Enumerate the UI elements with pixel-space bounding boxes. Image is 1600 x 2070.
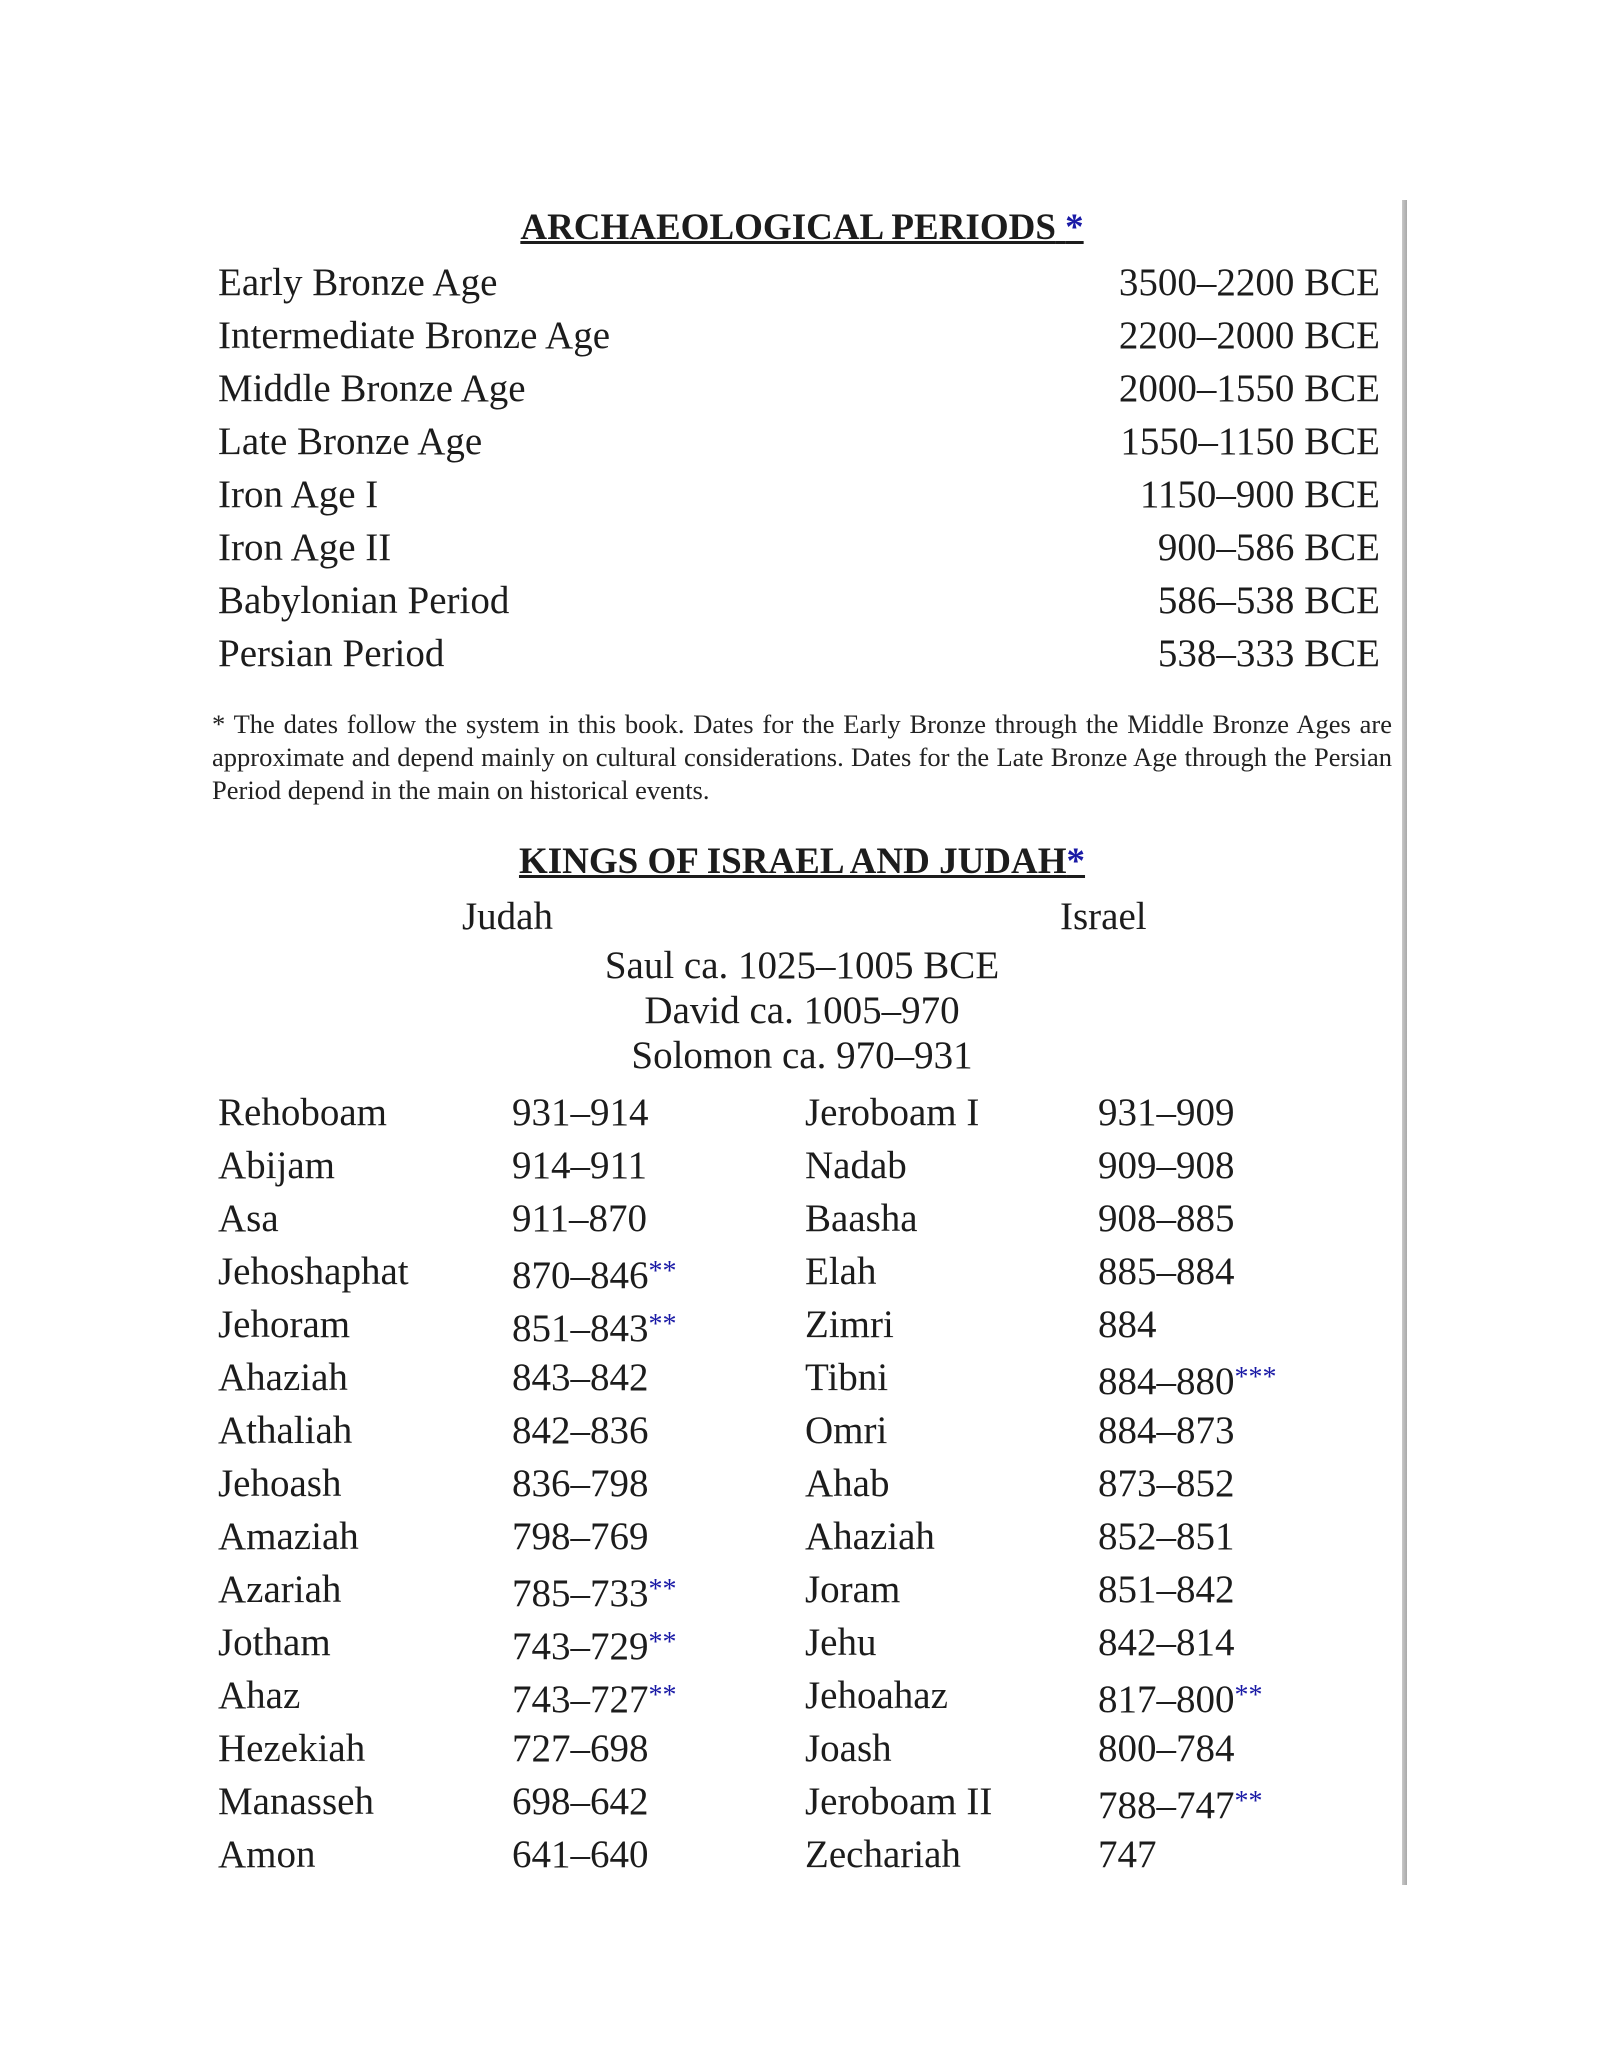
periods-list: [212, 256, 1392, 680]
periods-title: [212, 200, 1392, 256]
israel-king-name-text: Baasha: [805, 1196, 918, 1240]
judah-king-dates-text: 870–846: [512, 1253, 649, 1297]
judah-king-name: [218, 1298, 350, 1351]
israel-king-dates-text: 800–784: [1098, 1726, 1235, 1770]
kings-footnote-link[interactable]: *: [1066, 840, 1086, 882]
judah-king-name: [218, 1510, 359, 1563]
period-name: Middle Bronze Age: [218, 367, 526, 410]
judah-king-name-text: Hezekiah: [218, 1726, 366, 1770]
judah-king-dates-text: 698–642: [512, 1779, 649, 1823]
kings-title: [212, 834, 1392, 890]
period-name: Late Bronze Age: [218, 420, 483, 463]
israel-king-name-text: Jeroboam I: [805, 1090, 980, 1134]
israel-king-name: [805, 1192, 918, 1245]
israel-king-name-text: Zimri: [805, 1302, 894, 1346]
periods-footnote: * The dates follow the system in this book. Dates for the Early Bronze through the Middle Bronze Ages are approximate and depend mainly on cultural considerations. Dates for the Late Bronze Age through the Persian Period depend in the main on historical events.: [212, 709, 1392, 805]
footnote-mark[interactable]: **: [648, 1573, 677, 1605]
judah-king-dates-text: 743–729: [512, 1624, 649, 1668]
israel-king-name: [805, 1457, 889, 1510]
period-dates: 1550–1150 BCE: [1120, 420, 1380, 463]
judah-king-name: [218, 1775, 374, 1828]
judah-king-name-text: Amaziah: [218, 1514, 359, 1558]
israel-king-name-text: Omri: [805, 1408, 888, 1452]
judah-king-dates: [512, 1139, 647, 1192]
united-monarchy: [212, 943, 1392, 1078]
footnote-mark[interactable]: **: [648, 1255, 677, 1287]
israel-king-dates-text: 909–908: [1098, 1143, 1235, 1187]
judah-king-name: [218, 1616, 331, 1669]
israel-king-dates-text: 931–909: [1098, 1090, 1235, 1134]
kings-row: [212, 1457, 1392, 1510]
kings-row: [212, 1510, 1392, 1563]
kings-row: [212, 1139, 1392, 1192]
period-name: Persian Period: [218, 632, 445, 675]
israel-king-dates-text: 908–885: [1098, 1196, 1235, 1240]
israel-king-name: [805, 1351, 888, 1404]
israel-king-name-text: Joash: [805, 1726, 892, 1770]
judah-king-name: [218, 1722, 365, 1775]
page-edge-shadow: [1402, 200, 1407, 1885]
judah-king-dates: [512, 1722, 649, 1775]
period-dates: 900–586 BCE: [1157, 526, 1380, 569]
period-dates: 538–333 BCE: [1157, 632, 1380, 675]
israel-king-dates: [1098, 1404, 1235, 1457]
period-dates: 586–538 BCE: [1157, 579, 1380, 622]
judah-king-name-text: Manasseh: [218, 1779, 374, 1823]
israel-king-name-text: Joram: [805, 1567, 901, 1611]
judah-king-name: [218, 1351, 348, 1404]
judah-king-name: [218, 1139, 335, 1192]
israel-king-name-text: Jeroboam II: [805, 1779, 993, 1823]
israel-king-dates-text: 884–880: [1098, 1359, 1235, 1403]
israel-king-dates: [1098, 1616, 1235, 1669]
judah-king-dates: [512, 1404, 649, 1457]
israel-king-dates: [1098, 1351, 1277, 1408]
judah-king-dates-text: 851–843: [512, 1306, 649, 1350]
judah-king-name-text: Jotham: [218, 1620, 331, 1664]
judah-king-name: [218, 1245, 409, 1298]
israel-king-dates: [1098, 1086, 1235, 1139]
periods-title-text: ARCHAEOLOGICAL PERIODS: [520, 207, 1056, 248]
kings-title-text: KINGS OF ISRAEL AND JUDAH: [518, 840, 1067, 882]
kings-table: [212, 1086, 1392, 1881]
judah-king-name-text: Jehoram: [218, 1302, 351, 1346]
period-row: [212, 521, 1392, 574]
period-name: Intermediate Bronze Age: [218, 314, 610, 357]
israel-heading: Israel: [1060, 894, 1147, 938]
judah-king-dates: [512, 1616, 677, 1673]
judah-king-name: [218, 1192, 279, 1245]
footnote-mark[interactable]: **: [648, 1308, 677, 1340]
israel-king-name: [805, 1722, 892, 1775]
kings-row: [212, 1298, 1392, 1351]
judah-king-dates: [512, 1086, 649, 1139]
kings-row: [212, 1828, 1392, 1881]
kings-row: [212, 1192, 1392, 1245]
judah-king-name: [218, 1563, 341, 1616]
israel-king-dates-text: 788–747: [1098, 1783, 1235, 1827]
judah-king-dates-text: 785–733: [512, 1571, 649, 1615]
israel-king-name: [805, 1086, 979, 1139]
judah-king-dates-text: 914–911: [512, 1143, 648, 1187]
kings-row: [212, 1245, 1392, 1298]
periods-footnote-link[interactable]: *: [1065, 207, 1084, 248]
judah-king-name-text: Athaliah: [218, 1408, 353, 1452]
judah-king-dates-text: 842–836: [512, 1408, 649, 1452]
period-row: [212, 627, 1392, 680]
israel-king-dates-text: 851–842: [1098, 1567, 1235, 1611]
period-name: Babylonian Period: [218, 579, 510, 622]
judah-king-dates-text: 931–914: [512, 1090, 649, 1134]
kings-row: [212, 1351, 1392, 1404]
judah-king-name-text: Rehoboam: [218, 1090, 387, 1134]
period-row: [212, 574, 1392, 627]
kings-row: [212, 1563, 1392, 1616]
judah-king-name-text: Ahaziah: [218, 1355, 348, 1399]
israel-king-name-text: Zechariah: [805, 1832, 961, 1876]
kings-row: [212, 1669, 1392, 1722]
judah-king-dates-text: 641–640: [512, 1832, 649, 1876]
israel-king-name: [805, 1828, 961, 1881]
kings-row: [212, 1722, 1392, 1775]
judah-king-name-text: Abijam: [218, 1143, 335, 1187]
judah-king-name-text: Amon: [218, 1832, 316, 1876]
judah-king-dates-text: 843–842: [512, 1355, 649, 1399]
judah-king-dates: [512, 1828, 649, 1881]
judah-king-dates: [512, 1563, 677, 1620]
israel-king-dates: [1098, 1828, 1157, 1881]
israel-king-name: [805, 1298, 894, 1351]
period-dates: 1150–900 BCE: [1139, 473, 1380, 516]
judah-king-dates: [512, 1510, 649, 1563]
united-king-solomon: Solomon ca. 970–931: [631, 1033, 973, 1077]
footnote-mark[interactable]: **: [648, 1626, 677, 1658]
israel-king-name-text: Jehoahaz: [805, 1673, 948, 1717]
israel-king-name: [805, 1510, 935, 1563]
israel-king-name-text: Ahaziah: [805, 1514, 935, 1558]
israel-king-dates: [1098, 1457, 1235, 1510]
israel-king-dates-text: 884–873: [1098, 1408, 1235, 1452]
kings-row: [212, 1404, 1392, 1457]
judah-king-dates: [512, 1351, 649, 1404]
israel-king-dates: [1098, 1298, 1157, 1351]
judah-king-dates: [512, 1775, 649, 1828]
israel-king-dates: [1098, 1722, 1235, 1775]
judah-king-name: [218, 1828, 316, 1881]
kings-row: [212, 1616, 1392, 1669]
judah-king-dates: [512, 1669, 677, 1726]
judah-king-dates: [512, 1245, 677, 1302]
kings-column-headings: [212, 890, 1392, 943]
period-name: Early Bronze Age: [218, 261, 498, 304]
period-row: [212, 309, 1392, 362]
israel-king-dates: [1098, 1669, 1263, 1726]
footnote-mark[interactable]: **: [648, 1679, 677, 1711]
israel-king-name: [805, 1404, 887, 1457]
israel-king-name-text: Ahab: [805, 1461, 890, 1505]
judah-king-name: [218, 1669, 300, 1722]
israel-king-dates-text: 884: [1098, 1302, 1157, 1346]
israel-king-dates-text: 747: [1098, 1832, 1157, 1876]
period-dates: 3500–2200 BCE: [1118, 261, 1380, 304]
israel-king-name-text: Tibni: [805, 1355, 889, 1399]
israel-king-dates-text: 885–884: [1098, 1249, 1235, 1293]
page-content: [212, 200, 1392, 1881]
judah-king-name-text: Azariah: [218, 1567, 342, 1611]
israel-king-dates: [1098, 1563, 1235, 1616]
period-row: [212, 256, 1392, 309]
united-king-david: David ca. 1005–970: [644, 988, 960, 1032]
footnote-mark[interactable]: **: [1234, 1785, 1263, 1817]
judah-king-name: [218, 1086, 387, 1139]
israel-king-name: [805, 1669, 948, 1722]
judah-king-dates-text: 836–798: [512, 1461, 649, 1505]
judah-king-dates-text: 727–698: [512, 1726, 649, 1770]
judah-king-name: [218, 1404, 352, 1457]
period-dates: 2000–1550 BCE: [1118, 367, 1380, 410]
israel-king-dates-text: 873–852: [1098, 1461, 1235, 1505]
judah-king-dates: [512, 1298, 677, 1355]
israel-king-name: [805, 1775, 992, 1828]
israel-king-dates: [1098, 1139, 1235, 1192]
israel-king-dates: [1098, 1775, 1263, 1832]
judah-king-name-text: Jehoash: [218, 1461, 342, 1505]
period-row: [212, 362, 1392, 415]
israel-king-dates-text: 852–851: [1098, 1514, 1235, 1558]
israel-king-dates-text: 842–814: [1098, 1620, 1235, 1664]
israel-king-dates: [1098, 1192, 1235, 1245]
period-dates: 2200–2000 BCE: [1118, 314, 1380, 357]
israel-king-dates-text: 817–800: [1098, 1677, 1235, 1721]
period-row: [212, 415, 1392, 468]
united-king-saul: Saul ca. 1025–1005 BCE: [604, 943, 1000, 987]
judah-king-dates-text: 911–870: [512, 1196, 648, 1240]
kings-row: [212, 1775, 1392, 1828]
judah-king-name: [218, 1457, 341, 1510]
period-name: Iron Age II: [218, 526, 392, 569]
judah-king-name-text: Jehoshaphat: [218, 1249, 409, 1293]
judah-king-name-text: Asa: [218, 1196, 279, 1240]
footnote-mark[interactable]: ***: [1234, 1361, 1277, 1393]
judah-king-name-text: Ahaz: [218, 1673, 301, 1717]
israel-king-dates: [1098, 1245, 1235, 1298]
judah-heading: Judah: [462, 894, 553, 938]
israel-king-name-text: Elah: [805, 1249, 877, 1293]
period-name: Iron Age I: [218, 473, 379, 516]
israel-king-name: [805, 1139, 907, 1192]
judah-king-dates: [512, 1457, 649, 1510]
judah-king-dates-text: 743–727: [512, 1677, 649, 1721]
judah-king-dates: [512, 1192, 647, 1245]
period-row: [212, 468, 1392, 521]
judah-king-dates-text: 798–769: [512, 1514, 649, 1558]
israel-king-name: [805, 1245, 876, 1298]
israel-king-name-text: Jehu: [805, 1620, 877, 1664]
israel-king-name: [805, 1616, 877, 1669]
footnote-mark[interactable]: **: [1234, 1679, 1263, 1711]
israel-king-name: [805, 1563, 900, 1616]
israel-king-dates: [1098, 1510, 1235, 1563]
kings-row: [212, 1086, 1392, 1139]
israel-king-name-text: Nadab: [805, 1143, 907, 1187]
